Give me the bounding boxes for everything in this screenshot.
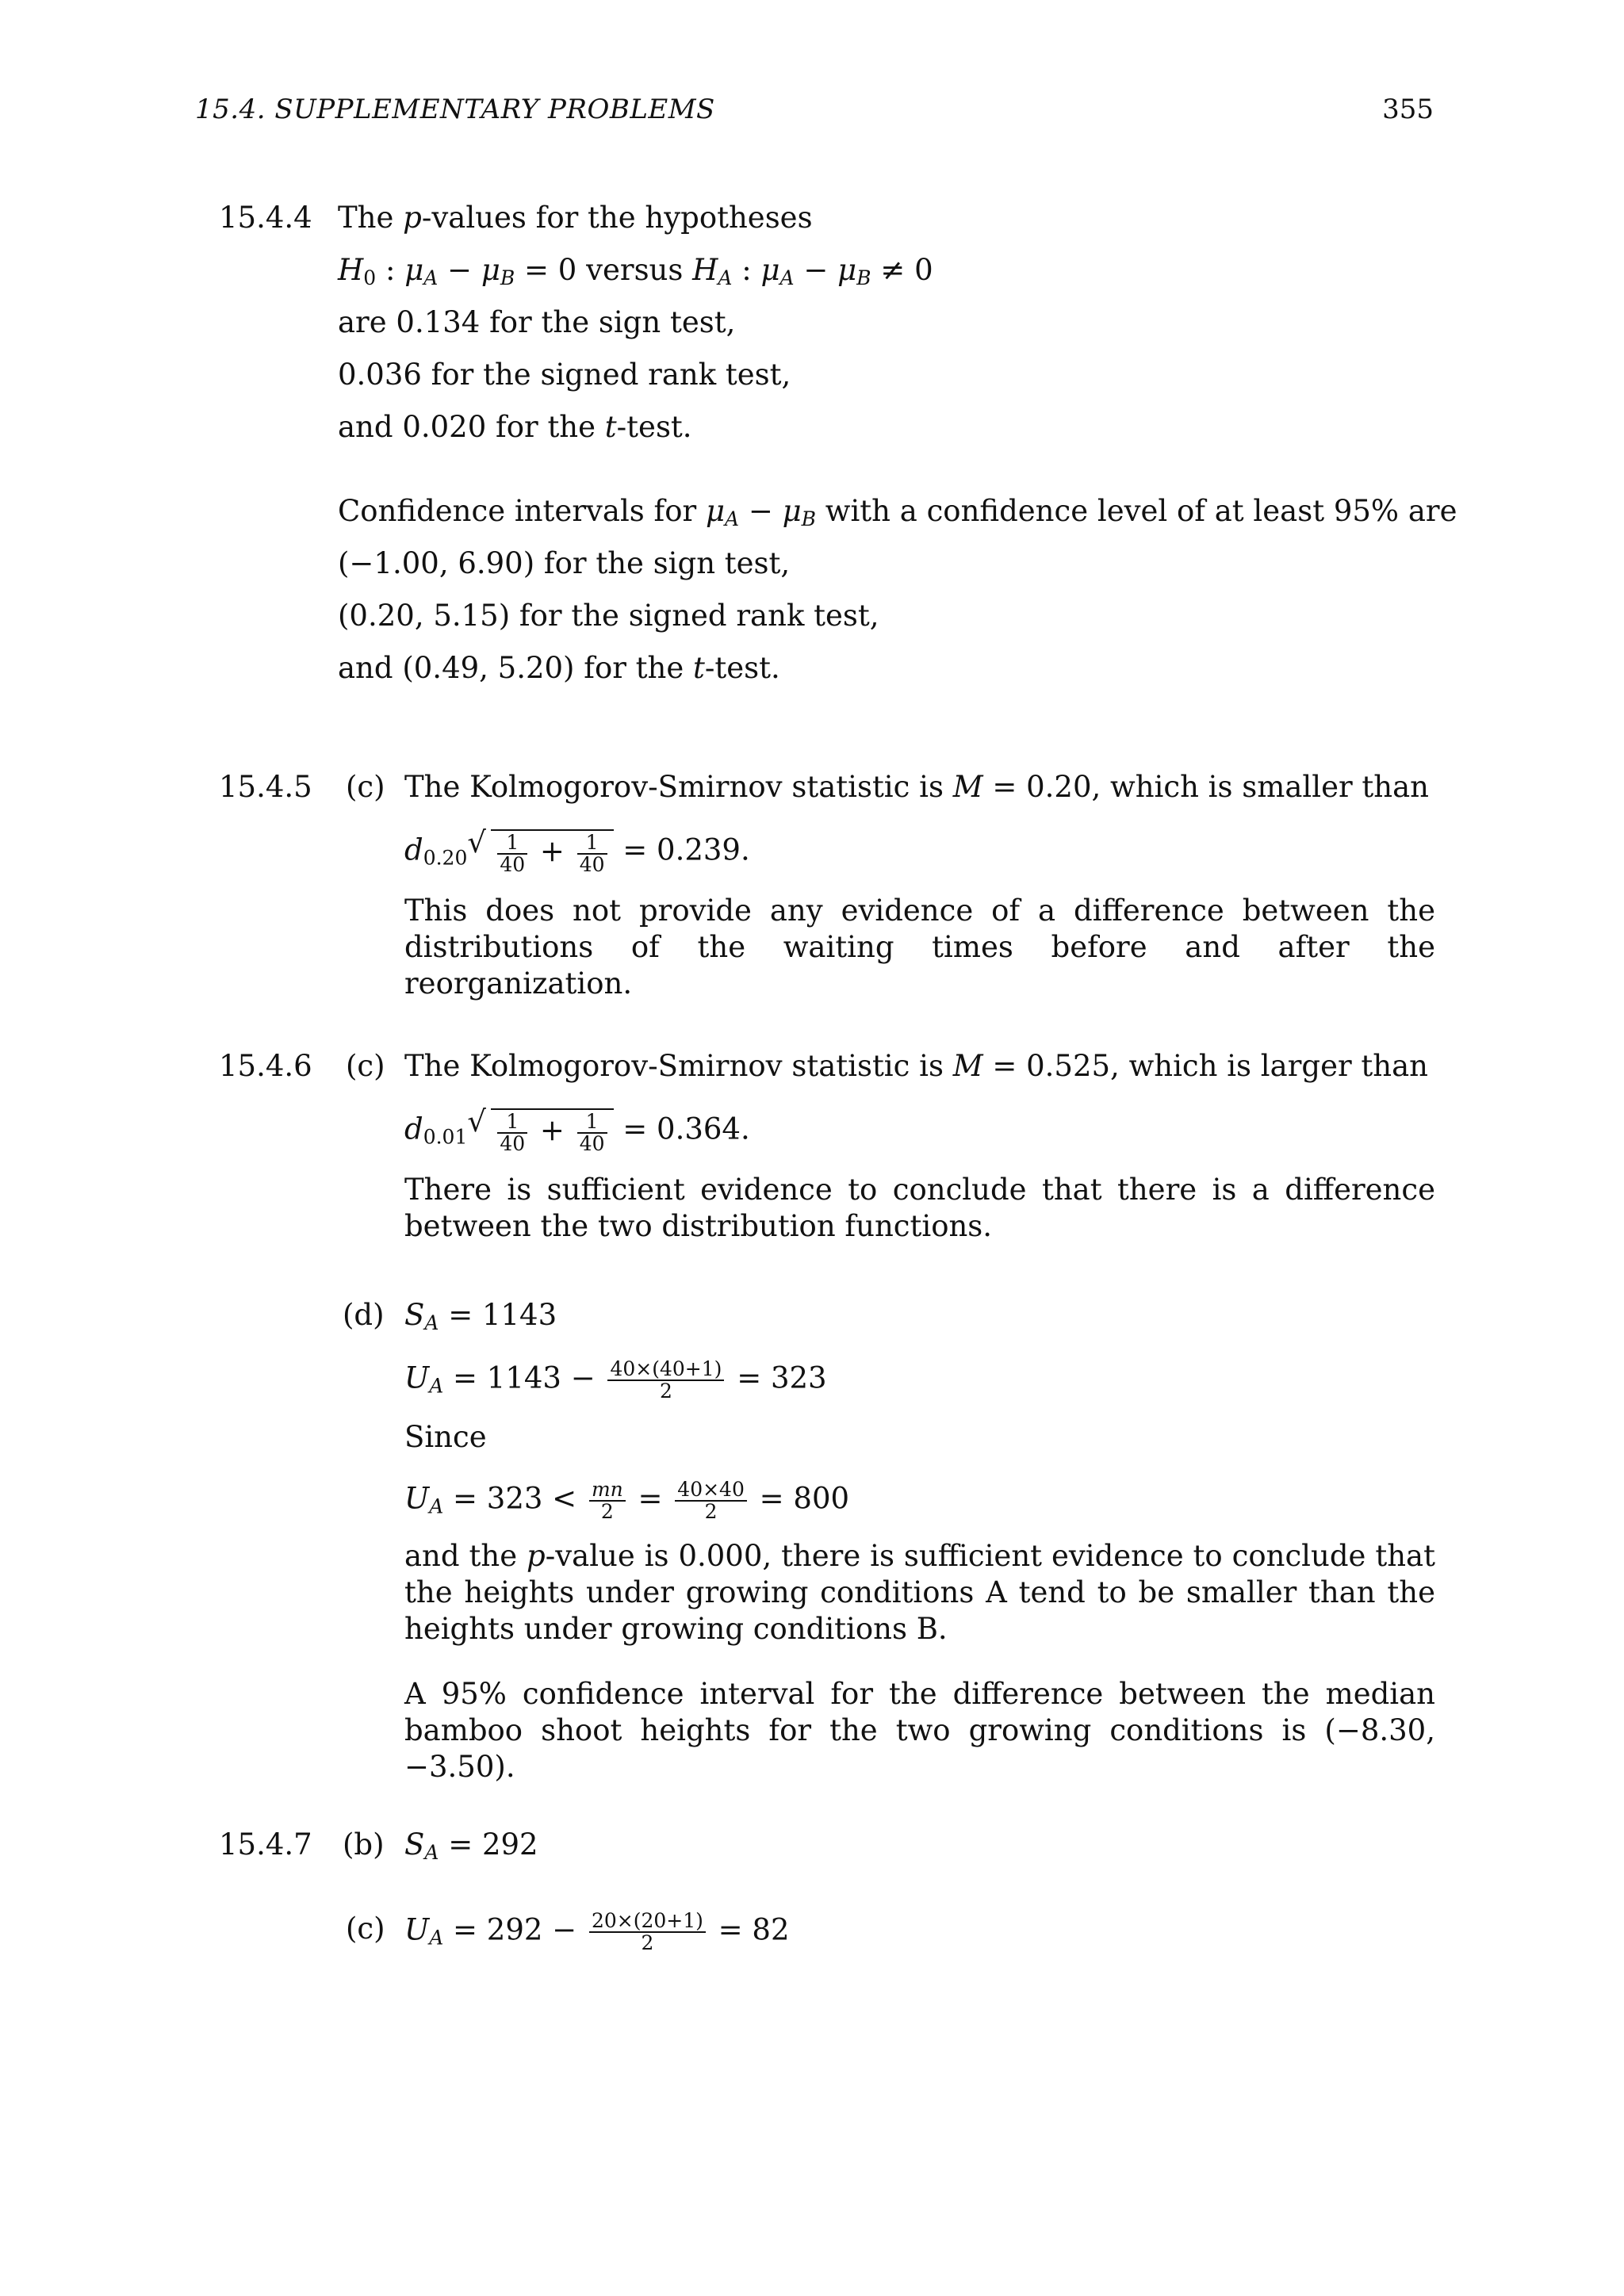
- p6-line-1: The Kolmogorov-Smirnov statistic is M = 0.525, which is larger than: [404, 1049, 1429, 1083]
- p6-conclusion: There is sufficient evidence to conclude that there is a difference between the two distribution functions.: [404, 1173, 1435, 1243]
- p5-part-c: (c): [346, 770, 385, 804]
- problem-number-15-4-6: 15.4.6: [219, 1049, 312, 1083]
- p7-part-c: (c): [346, 1911, 385, 1946]
- p6-critical-value: $d_{0.01}$ √ $\frac{1}{40}$ + $\frac{1}{40}$ = 0.364.: [404, 1104, 750, 1155]
- problem-number-15-4-7: 15.4.7: [219, 1827, 312, 1862]
- problem-number-15-4-5: 15.4.5: [219, 770, 312, 804]
- p6-ua: $U_A = 1143$ − $\frac{40\times(40+1)}{2}$ = 323: [404, 1357, 827, 1402]
- p4-ci-3: and (0.49, 5.20) for the t-test.: [338, 651, 780, 685]
- p7-sa: $S_A = 292$: [404, 1827, 538, 1864]
- p4-line-1: The p-values for the hypotheses: [338, 201, 813, 235]
- p4-ci-2: (0.20, 5.15) for the signed rank test,: [338, 599, 879, 633]
- p4-ci-intro: Confidence intervals for $\mu_A - \mu_B$ with a confidence level of at least 95% are: [338, 494, 1457, 530]
- p5-critical-value: $d_{0.20}$ √ $\frac{1}{40}$ + $\frac{1}{40}$ = 0.239.: [404, 825, 750, 876]
- p4-hypotheses: $H_0$ : $\mu_A - \mu_B = 0$ versus $H_A$ : $\mu_A - \mu_B \ne 0$: [338, 253, 933, 289]
- p6-ci: A 95% confidence interval for the difference between the median bamboo shoot heights for the two growing conditions is (−8.30, −3.50).: [404, 1677, 1435, 1784]
- p6-part-c: (c): [346, 1049, 385, 1083]
- p4-line-3: are 0.134 for the sign test,: [338, 305, 736, 339]
- p7-part-b: (b): [343, 1827, 385, 1862]
- p4-line-5: and 0.020 for the t-test.: [338, 410, 692, 444]
- p6-part-d: (d): [343, 1298, 385, 1332]
- p6-ua-compare: $U_A = 323$ < $\frac{mn}{2}$ = $\frac{40\times 40}{2}$ = 800: [404, 1478, 850, 1523]
- p6-since: Since: [404, 1420, 487, 1454]
- p6-conclusion-2: and the p-value is 0.000, there is sufficient evidence to conclude that the heights under growing conditions A tend to be smaller than the heights under growing conditions B.: [404, 1539, 1435, 1646]
- page-number: 355: [1382, 94, 1434, 125]
- p4-line-4: 0.036 for the signed rank test,: [338, 358, 791, 392]
- problem-number-15-4-4: 15.4.4: [219, 201, 312, 235]
- p6-sa: $S_A = 1143$: [404, 1298, 557, 1334]
- p7-ua: $U_A = 292$ − $\frac{20\times(20+1)}{2}$ = 82: [404, 1909, 790, 1954]
- p5-line-1: The Kolmogorov-Smirnov statistic is M = 0.20, which is smaller than: [404, 770, 1429, 804]
- running-head: 15.4. SUPPLEMENTARY PROBLEMS: [195, 94, 715, 125]
- p5-conclusion: This does not provide any evidence of a difference between the distributions of the waiting times before and after the reorganization.: [404, 894, 1435, 1001]
- p4-ci-1: (−1.00, 6.90) for the sign test,: [338, 546, 791, 580]
